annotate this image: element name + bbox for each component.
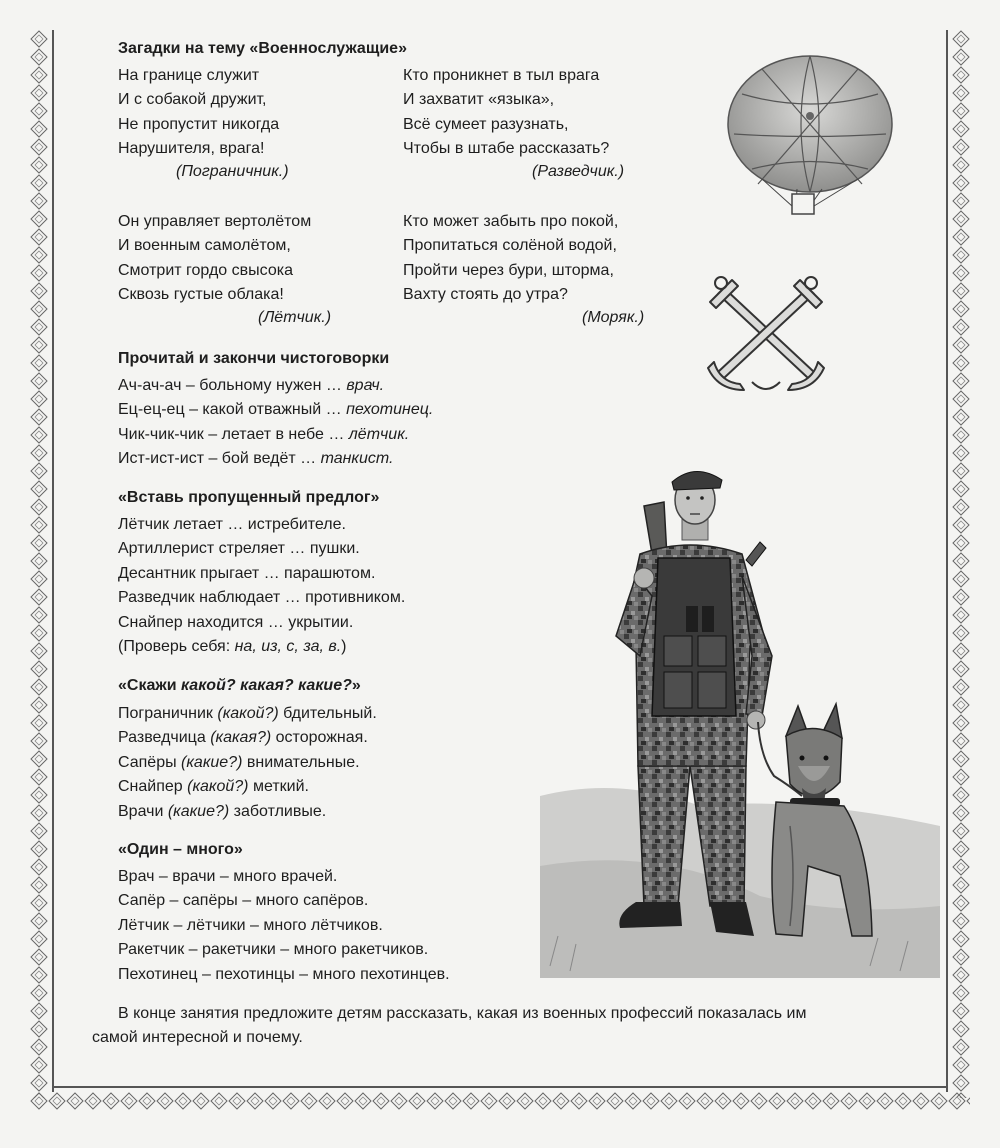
crossed-anchors-icon — [702, 272, 830, 396]
adjective-item: Врачи (какие?) заботливые. — [118, 802, 327, 820]
riddle-line: Он управляет вертолётом — [118, 213, 312, 230]
adjectives-heading: «Скажи какой? какая? какие?» — [118, 677, 361, 694]
tongue-twister-item: Ач-ач-ач – больному нужен … врач. — [118, 377, 385, 394]
riddle-3-answer: (Лётчик.) — [258, 309, 332, 326]
riddle-1-answer: (Пограничник.) — [176, 163, 289, 180]
riddle-line: И с собакой дружит, — [118, 91, 267, 109]
preposition-item: Разведчик наблюдает … противником. — [118, 589, 406, 607]
adjective-item: Пограничник (какой?) бдительный. — [118, 705, 377, 722]
ornament-border-left — [30, 30, 48, 1098]
riddle-line: Пропитаться солёной водой, — [403, 237, 617, 255]
soldier-with-dog-illustration — [540, 466, 940, 978]
riddle-line: Всё сумеет разузнать, — [403, 115, 569, 133]
riddle-line: Кто проникнет в тыл врага — [403, 67, 600, 84]
closing-line: В конце занятия предложите детям рассказать, какая из военных профессий показалась им — [118, 1005, 807, 1022]
riddle-2 — [403, 64, 609, 162]
riddle-3 — [118, 210, 311, 308]
riddle-1 — [118, 64, 279, 162]
closing-paragraph — [118, 1002, 806, 1026]
riddles-heading: Загадки на тему «Военнослужащие» — [118, 40, 407, 57]
tongue-twisters-heading: Прочитай и закончи чистоговорки — [118, 350, 390, 367]
riddle-line: Нарушителя, врага! — [118, 140, 265, 158]
riddle-4-answer: (Моряк.) — [582, 309, 645, 326]
tongue-twister-item: Ист-ист-ист – бой ведёт … танкист. — [118, 450, 394, 468]
closing-paragraph-cont — [92, 1026, 303, 1050]
preposition-item: Артиллерист стреляет … пушки. — [118, 540, 360, 558]
riddle-line: Сквозь густые облака! — [118, 286, 284, 304]
riddle-line: Не пропустит никогда — [118, 115, 280, 133]
one-many-list — [118, 865, 450, 987]
preposition-item: Десантник прыгает … парашютом. — [118, 564, 376, 582]
ornament-border-bottom — [30, 1092, 970, 1110]
tongue-twister-item: Ец-ец-ец – какой отважный … пехотинец. — [118, 401, 434, 419]
frame-line-left — [52, 30, 54, 1092]
adjective-item: Сапёры (какие?) внимательные. — [118, 753, 360, 771]
adjective-item: Снайпер (какой?) меткий. — [118, 778, 309, 796]
tongue-twisters-list — [118, 374, 433, 472]
one-many-item: Врач – врачи – много врачей. — [118, 868, 338, 885]
riddle-2-answer: (Разведчик.) — [532, 163, 625, 180]
adjectives-list — [118, 702, 377, 824]
one-many-heading: «Один – много» — [118, 841, 243, 858]
tongue-twister-item: Чик-чик-чик – летает в небе … лётчик. — [118, 425, 410, 443]
riddle-line: Чтобы в штабе рассказать? — [403, 140, 610, 158]
adjective-item: Разведчица (какая?) осторожная. — [118, 729, 368, 747]
preposition-check: (Проверь себя: на, из, с, за, в.) — [118, 638, 347, 656]
prepositions-list — [118, 513, 405, 659]
one-many-item: Пехотинец – пехотинцы – много пехотинцев. — [118, 965, 450, 983]
parachute-icon — [722, 44, 898, 218]
riddle-4 — [403, 210, 618, 308]
one-many-item: Лётчик – лётчики – много лётчиков. — [118, 916, 383, 934]
riddle-line: Вахту стоять до утра? — [403, 286, 568, 304]
ornament-border-right — [952, 30, 970, 1098]
frame-line-right — [946, 30, 948, 1092]
riddle-line: Кто может забыть про покой, — [403, 213, 619, 230]
frame-line-bottom — [52, 1086, 948, 1088]
one-many-item: Ракетчик – ракетчики – много ракетчиков. — [118, 941, 429, 959]
riddle-line: И военным самолётом, — [118, 237, 291, 255]
riddle-line: Смотрит гордо свысока — [118, 261, 293, 279]
prepositions-heading: «Вставь пропущенный предлог» — [118, 489, 380, 506]
riddle-line: Пройти через бури, шторма, — [403, 261, 614, 279]
closing-line: самой интересной и почему. — [92, 1029, 303, 1046]
preposition-item: Снайпер находится … укрытии. — [118, 613, 354, 631]
preposition-item: Лётчик летает … истребителе. — [118, 516, 346, 533]
one-many-item: Сапёр – сапёры – много сапёров. — [118, 892, 369, 910]
riddle-line: На границе служит — [118, 67, 260, 84]
riddle-line: И захватит «языка», — [403, 91, 555, 109]
